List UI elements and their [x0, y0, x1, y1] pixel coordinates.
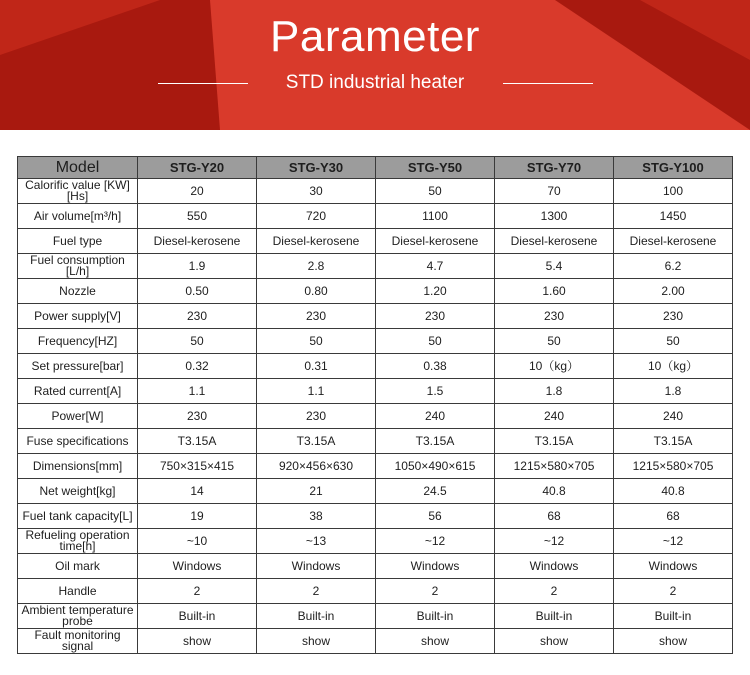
row-label: Fuel consumption [L/h] — [18, 254, 138, 279]
model-column-header: Model — [18, 157, 138, 179]
table-cell: 2.8 — [257, 254, 376, 279]
table-cell: Diesel-kerosene — [376, 229, 495, 254]
page-title: Parameter — [270, 12, 480, 61]
table-row — [18, 354, 733, 379]
table-cell: T3.15A — [614, 429, 733, 454]
table-body — [18, 179, 733, 654]
table-cell: Diesel-kerosene — [257, 229, 376, 254]
table-cell: 50 — [138, 329, 257, 354]
table-cell: show — [138, 629, 257, 654]
row-label: Oil mark — [18, 554, 138, 579]
table-cell: 0.38 — [376, 354, 495, 379]
table-row — [18, 304, 733, 329]
table-cell: 20 — [138, 179, 257, 204]
table-cell: 50 — [614, 329, 733, 354]
table-cell: 68 — [495, 504, 614, 529]
table-cell: 240 — [495, 404, 614, 429]
table-cell: 21 — [257, 479, 376, 504]
table-cell: 50 — [495, 329, 614, 354]
row-label: Fuse specifications — [18, 429, 138, 454]
table-cell: 1215×580×705 — [614, 454, 733, 479]
table-cell: 2 — [614, 579, 733, 604]
table-cell: 750×315×415 — [138, 454, 257, 479]
table-cell: 50 — [257, 329, 376, 354]
subtitle-rule-right — [503, 83, 593, 84]
model-header: STG-Y20 — [138, 157, 257, 179]
table-cell: 56 — [376, 504, 495, 529]
table-cell: 1300 — [495, 204, 614, 229]
table-cell: 1.20 — [376, 279, 495, 304]
table-cell: 2.00 — [614, 279, 733, 304]
table-cell: 40.8 — [614, 479, 733, 504]
table-cell: 720 — [257, 204, 376, 229]
table-cell: Windows — [257, 554, 376, 579]
table-cell: 1.9 — [138, 254, 257, 279]
table-cell: 1215×580×705 — [495, 454, 614, 479]
table-row — [18, 554, 733, 579]
table-cell: 6.2 — [614, 254, 733, 279]
table-row — [18, 579, 733, 604]
table-cell: ~10 — [138, 529, 257, 554]
table-cell: 230 — [495, 304, 614, 329]
table-cell: 1.8 — [614, 379, 733, 404]
table-row — [18, 379, 733, 404]
table-cell: 14 — [138, 479, 257, 504]
table-cell: 230 — [376, 304, 495, 329]
model-header: STG-Y30 — [257, 157, 376, 179]
table-cell: 10（kg） — [614, 354, 733, 379]
row-label: Nozzle — [18, 279, 138, 304]
table-cell: 70 — [495, 179, 614, 204]
table-cell: 19 — [138, 504, 257, 529]
table-cell: Windows — [495, 554, 614, 579]
table-cell: 38 — [257, 504, 376, 529]
table-row — [18, 454, 733, 479]
row-label: Handle — [18, 579, 138, 604]
table-cell: show — [495, 629, 614, 654]
table-row — [18, 479, 733, 504]
table-row — [18, 204, 733, 229]
table-cell: 10（kg） — [495, 354, 614, 379]
table-cell: 5.4 — [495, 254, 614, 279]
table-row — [18, 629, 733, 654]
table-cell: ~12 — [376, 529, 495, 554]
table-cell: Built-in — [257, 604, 376, 629]
row-label: Net weight[kg] — [18, 479, 138, 504]
table-cell: 2 — [495, 579, 614, 604]
table-row — [18, 229, 733, 254]
table-cell: 230 — [257, 304, 376, 329]
table-cell: 240 — [614, 404, 733, 429]
model-header: STG-Y100 — [614, 157, 733, 179]
table-cell: 1100 — [376, 204, 495, 229]
table-row — [18, 179, 733, 204]
table-row — [18, 254, 733, 279]
table-cell: 4.7 — [376, 254, 495, 279]
row-label: Power[W] — [18, 404, 138, 429]
table-cell: 40.8 — [495, 479, 614, 504]
table-cell: T3.15A — [138, 429, 257, 454]
table-cell: 1.1 — [257, 379, 376, 404]
table-cell: 1.1 — [138, 379, 257, 404]
table-row — [18, 329, 733, 354]
table-cell: 2 — [376, 579, 495, 604]
row-label: Dimensions[mm] — [18, 454, 138, 479]
table-cell: 2 — [138, 579, 257, 604]
row-label: Set pressure[bar] — [18, 354, 138, 379]
table-header-row — [18, 157, 733, 179]
table-cell: 0.31 — [257, 354, 376, 379]
row-label: Air volume[m³/h] — [18, 204, 138, 229]
table-cell: 1450 — [614, 204, 733, 229]
table-cell: Built-in — [614, 604, 733, 629]
table-cell: Built-in — [495, 604, 614, 629]
table-row — [18, 279, 733, 304]
table-cell: 1.60 — [495, 279, 614, 304]
parameter-table — [17, 156, 733, 654]
table-cell: Windows — [614, 554, 733, 579]
table-cell: T3.15A — [495, 429, 614, 454]
model-header: STG-Y70 — [495, 157, 614, 179]
table-cell: Windows — [138, 554, 257, 579]
table-cell: 68 — [614, 504, 733, 529]
table-cell: 230 — [257, 404, 376, 429]
table-cell: Diesel-kerosene — [138, 229, 257, 254]
row-label: Calorific value [KW][Hs] — [18, 179, 138, 204]
table-cell: 230 — [138, 304, 257, 329]
table-cell: ~13 — [257, 529, 376, 554]
table-row — [18, 604, 733, 629]
table-cell: 920×456×630 — [257, 454, 376, 479]
model-header: STG-Y50 — [376, 157, 495, 179]
table-cell: 24.5 — [376, 479, 495, 504]
table-cell: 1.8 — [495, 379, 614, 404]
table-row — [18, 504, 733, 529]
row-label: Rated current[A] — [18, 379, 138, 404]
table-cell: 0.80 — [257, 279, 376, 304]
table-cell: 100 — [614, 179, 733, 204]
table-cell: 240 — [376, 404, 495, 429]
table-cell: 550 — [138, 204, 257, 229]
table-cell: 50 — [376, 329, 495, 354]
row-label: Power supply[V] — [18, 304, 138, 329]
table-cell: show — [257, 629, 376, 654]
row-label: Ambient temperature probe — [18, 604, 138, 629]
table-cell: 0.50 — [138, 279, 257, 304]
table-cell: ~12 — [614, 529, 733, 554]
table-cell: 230 — [614, 304, 733, 329]
table-cell: 1050×490×615 — [376, 454, 495, 479]
table-row — [18, 529, 733, 554]
table-row — [18, 429, 733, 454]
table-cell: show — [376, 629, 495, 654]
table-cell: Diesel-kerosene — [495, 229, 614, 254]
table-cell: ~12 — [495, 529, 614, 554]
table-cell: 0.32 — [138, 354, 257, 379]
row-label: Frequency[HZ] — [18, 329, 138, 354]
row-label: Fuel tank capacity[L] — [18, 504, 138, 529]
table-cell: 30 — [257, 179, 376, 204]
table-cell: 230 — [138, 404, 257, 429]
table-cell: Diesel-kerosene — [614, 229, 733, 254]
table-cell: 1.5 — [376, 379, 495, 404]
page-subtitle: STD industrial heater — [285, 72, 465, 93]
row-label: Refueling operation time[h] — [18, 529, 138, 554]
table-cell: 2 — [257, 579, 376, 604]
table-cell: T3.15A — [257, 429, 376, 454]
table-cell: T3.15A — [376, 429, 495, 454]
row-label: Fault monitoring signal — [18, 629, 138, 654]
row-label: Fuel type — [18, 229, 138, 254]
header-banner — [0, 0, 750, 130]
table-cell: show — [614, 629, 733, 654]
table-row — [18, 404, 733, 429]
table-cell: 50 — [376, 179, 495, 204]
table-cell: Built-in — [376, 604, 495, 629]
table-cell: Windows — [376, 554, 495, 579]
table-cell: Built-in — [138, 604, 257, 629]
